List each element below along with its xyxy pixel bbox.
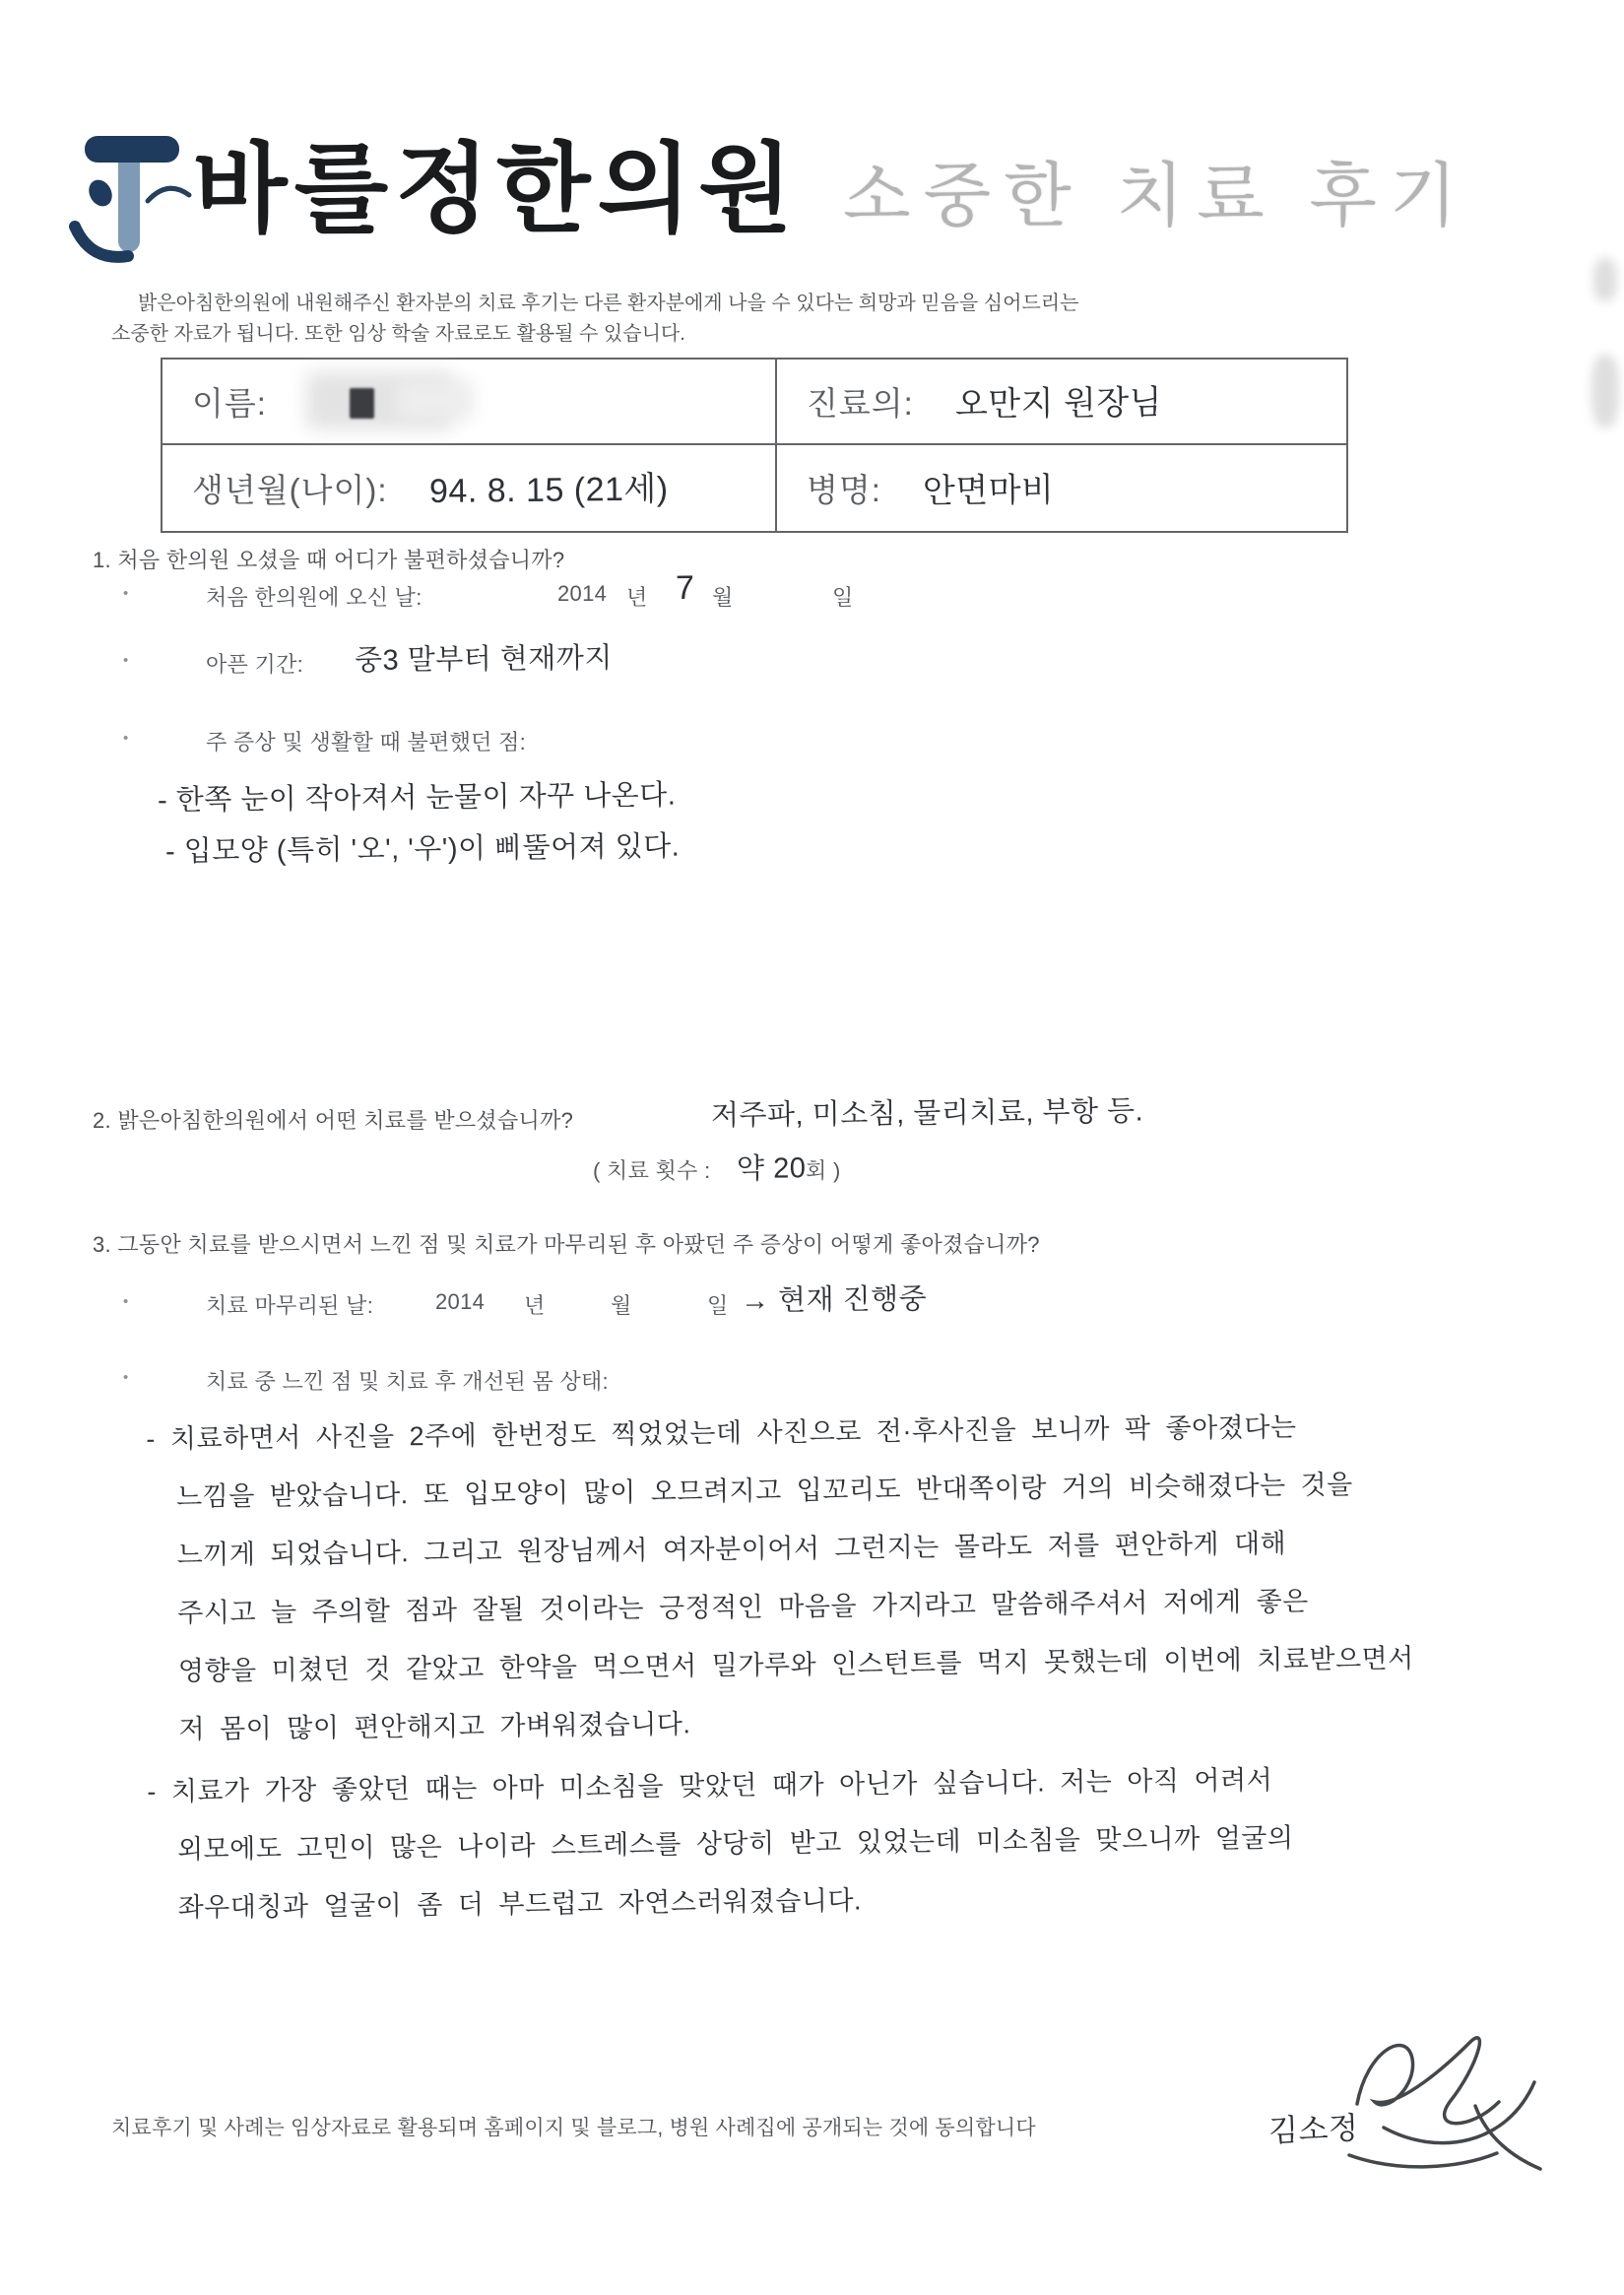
review-line: 영향을 미쳤던 것 같았고 한약을 먹으면서 밀가루와 인스턴트를 먹지 못했는데 이번에 치료받으면서 [177,1643,1414,1686]
review-line: - 치료하면서 사진을 2주에 한번정도 찍었었는데 사진으로 전·후사진을 보니까 팍 좋아졌다는 [146,1411,1297,1455]
consent-statement: 치료후기 및 사례는 임상자료로 활용되며 홈페이지 및 블로그, 병원 사례집에 공개되는 것에 동의합니다 [111,2117,1036,2139]
review-line: 저 몸이 많이 편안해지고 가벼워졌습니다. [178,1709,691,1744]
question-3-title: 3. 그동안 치료를 받으시면서 느낀 점 및 치료가 마무리된 후 아팠던 주 증상이 어떻게 좋아졌습니까? [93,1232,1040,1257]
first-visit-label: 처음 한의원에 오신 날: [206,585,422,610]
treatment-count-open: ( 치료 횟수 : [593,1158,711,1183]
review-line: 좌우대칭과 얼굴이 좀 더 부드럽고 자연스러워졌습니다. [177,1885,863,1923]
doctor-value-handwritten: 오만지 원장님 [954,383,1163,424]
month-unit: 월 [611,1293,632,1318]
page-title: 소중한 치료 후기 [843,158,1470,235]
question-1-title: 1. 처음 한의원 오셨을 때 어디가 불편하셨습니까? [93,548,565,572]
bullet-dot: • [123,585,129,602]
year-unit: 년 [626,585,648,610]
doctor-label: 진료의: [807,385,914,422]
treatment-count-value-handwritten: 약 20 [736,1152,807,1185]
doctor-cell [777,360,1346,445]
treatment-count-close: 회 ) [806,1158,841,1183]
disease-cell [777,445,1346,531]
review-paragraph-2 [147,1751,1294,1937]
review-line: 느낌을 받았습니다. 또 입모양이 많이 오므려지고 입꼬리도 반대쪽이랑 거의 비슷해졌다는 것을 [175,1470,1353,1512]
first-visit-month-handwritten: 7 [675,568,695,607]
bullet-dot: • [123,730,129,747]
clinic-logo-icon [57,132,193,270]
year-unit: 년 [524,1293,546,1318]
improvement-label: 치료 중 느낀 점 및 치료 후 개선된 몸 상태: [206,1369,609,1394]
scan-artifact [1593,258,1617,301]
end-date-note-handwritten: → 현재 진행중 [740,1283,928,1317]
signature-scribble [1330,2007,1561,2190]
bullet-dot: • [123,1369,129,1386]
birthdate-label: 생년월(나이): [192,472,388,508]
disease-value-handwritten: 안면마비 [922,471,1055,510]
month-unit: 월 [712,585,734,610]
symptom-item-handwritten: - 입모양 (특히 '오', '우')이 삐뚤어져 있다. [164,830,681,868]
end-date-label: 치료 마무리된 날: [206,1293,374,1318]
name-cell [162,360,777,445]
birthdate-value-handwritten: 94. 8. 15 (21세) [428,470,669,510]
birthdate-cell [162,445,777,531]
review-line: 느끼게 되었습니다. 그리고 원장님께서 여자분이어서 그런지는 몰라도 저를 편안하게 대해 [176,1528,1287,1570]
intro-line-1: 밝은아침한의원에 내원해주신 환자분의 치료 후기는 다른 환자분에게 나을 수 있다는 희망과 믿음을 심어드리는 [138,293,1079,314]
symptoms-label: 주 증상 및 생활할 때 불편했던 점: [206,730,527,754]
review-line: 외모에도 고민이 많은 나이라 스트레스를 상당히 받고 있었는데 미소침을 맞으니까 얼굴의 [176,1822,1294,1865]
review-line: 주시고 늘 주의할 점과 잘될 것이라는 긍정적인 마음을 가지라고 말씀해주셔서 저에게 좋은 [177,1586,1309,1628]
disease-label: 병명: [807,472,881,508]
end-date-year: 2014 [435,1289,486,1314]
day-unit: 일 [832,585,854,610]
review-line: - 치료가 가장 좋았던 때는 아마 미소침을 맞았던 때가 아닌가 싶습니다. 저는 아직 어려서 [147,1765,1273,1807]
first-visit-year: 2014 [557,581,608,606]
clinic-name: 바를정한의원 [193,134,800,243]
bullet-dot: • [123,1293,129,1310]
bullet-dot: • [123,652,129,669]
intro-line-2: 소중한 자료가 됩니다. 또한 임상 학술 자료로도 활용될 수 있습니다. [111,323,685,345]
name-label: 이름: [192,385,267,422]
pain-period-label: 아픈 기간: [206,652,304,677]
q2-answer-handwritten: 저주파, 미소침, 물리치료, 부항 등. [710,1095,1144,1132]
symptom-item-handwritten: - 한쪽 눈이 작아져서 눈물이 자꾸 나온다. [157,779,677,817]
pain-period-value-handwritten: 중3 말부터 현재까지 [354,642,614,677]
day-unit: 일 [707,1293,729,1318]
patient-name-redacted [306,370,503,433]
scan-artifact [1592,355,1619,427]
signature-name-handwritten: 김소정 [1267,2110,1360,2148]
question-2-title: 2. 밝은아침한의원에서 어떤 치료를 받으셨습니까? [93,1108,574,1133]
patient-info-table [161,358,1348,533]
review-paragraph-1 [146,1398,1415,1759]
